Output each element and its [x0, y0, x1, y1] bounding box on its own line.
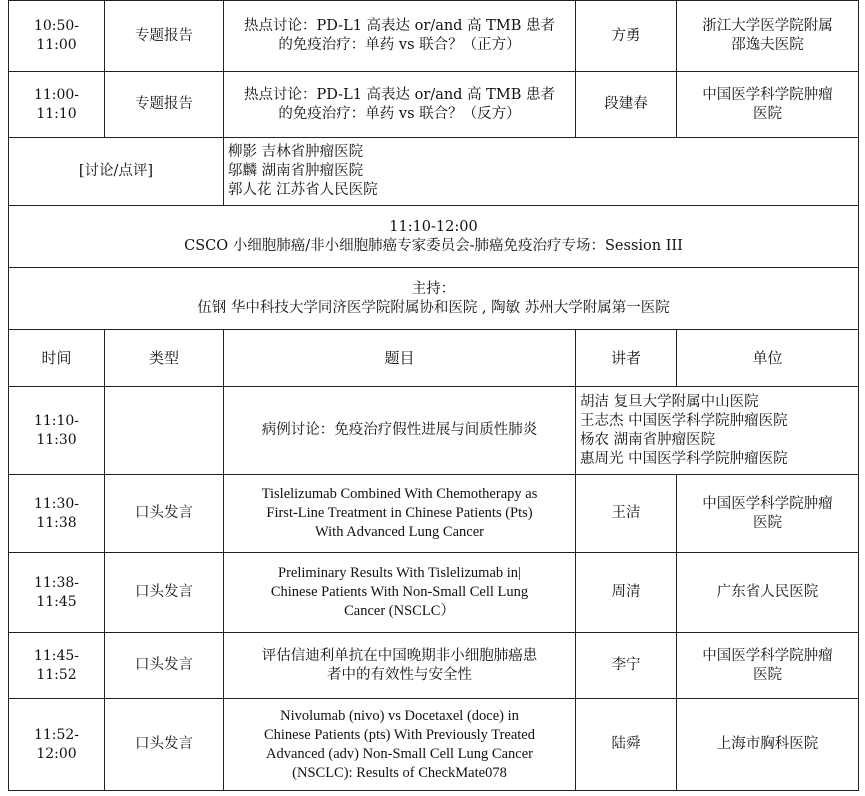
speaker-cell: 陆舜 — [576, 699, 677, 791]
unit-line: 医院 — [753, 105, 782, 122]
discussant: 郭人花 江苏省人民医院 — [228, 182, 378, 198]
column-header-time: 时间 — [9, 330, 105, 387]
column-header-type: 类型 — [105, 330, 224, 387]
type-cell: 口头发言 — [105, 633, 224, 699]
table-row — [9, 699, 859, 791]
discussant: 邬麟 湖南省肿瘤医院 — [228, 163, 364, 179]
session-time: 11:10-12:00 — [389, 218, 478, 235]
unit-line: 广东省人民医院 — [716, 584, 819, 600]
speaker-entry: 杨农 湖南省肿瘤医院 — [580, 431, 716, 448]
column-header-title: 题目 — [224, 330, 576, 387]
speaker-entry: 王志杰 中国医学科学院肿瘤医院 — [580, 412, 788, 429]
title-line: With Advanced Lung Cancer — [315, 524, 484, 540]
time-end: 11:30 — [36, 431, 77, 448]
column-header-row — [9, 330, 859, 387]
table-row — [9, 553, 859, 633]
unit-line: 邵逸夫医院 — [731, 37, 804, 53]
unit-line: 浙江大学医学院附属 — [702, 18, 833, 34]
speaker-cell: 段建春 — [576, 72, 677, 138]
title-line: Advanced (adv) Non-Small Cell Lung Cancer — [266, 745, 533, 762]
time-end: 11:38 — [36, 514, 77, 531]
time-cell — [9, 553, 105, 633]
time-end: 11:52 — [36, 666, 77, 683]
unit-line: 中国医学科学院肿瘤 — [702, 86, 833, 103]
time-start: 11:00- — [33, 86, 80, 103]
speaker-entry: 胡洁 复旦大学附属中山医院 — [580, 393, 759, 410]
type-cell: 口头发言 — [105, 699, 224, 791]
type-cell: 专题报告 — [105, 1, 224, 72]
table-row — [9, 387, 859, 475]
title-line: 者中的有效性与安全性 — [327, 666, 472, 683]
unit-line: 医院 — [753, 666, 782, 683]
title-cell — [224, 553, 576, 633]
time-start: 11:52- — [33, 726, 80, 743]
speaker-cell: 李宁 — [576, 633, 677, 699]
type-cell: 专题报告 — [105, 72, 224, 138]
title-line: Tislelizumab Combined With Chemotherapy as — [261, 486, 538, 502]
speaker-cell: 周清 — [576, 553, 677, 633]
time-start: 11:38- — [33, 574, 80, 591]
time-start: 10:50- — [33, 18, 80, 34]
time-start: 11:10- — [33, 412, 80, 429]
time-cell — [9, 387, 105, 475]
unit-cell — [677, 1, 859, 72]
title-cell — [224, 1, 576, 72]
speaker-entry: 惠周光 中国医学科学院肿瘤医院 — [580, 450, 788, 467]
column-header-unit: 单位 — [677, 330, 859, 387]
time-cell — [9, 633, 105, 699]
hosts-names: 伍钢 华中科技大学同济医学院附属协和医院 , 陶敏 苏州大学附属第一医院 — [197, 299, 670, 316]
hosts-row — [9, 268, 859, 330]
hosts-label: 主持： — [411, 280, 456, 297]
schedule-table — [8, 0, 859, 791]
unit-cell — [677, 475, 859, 553]
table-row — [9, 475, 859, 553]
discussion-label: [讨论/点评] — [9, 138, 224, 206]
type-cell — [105, 387, 224, 475]
unit-line: 上海市胸科医院 — [716, 736, 819, 752]
speaker-cell: 方勇 — [576, 1, 677, 72]
table-row — [9, 72, 859, 138]
discussant: 柳影 吉林省肿瘤医院 — [228, 144, 364, 160]
title-line: 评估信迪利单抗在中国晚期非小细胞肺癌患 — [261, 647, 538, 664]
unit-line: 中国医学科学院肿瘤 — [702, 495, 833, 512]
table-row — [9, 1, 859, 72]
title-line: First-Line Treatment in Chinese Patients (Pts) — [266, 505, 533, 521]
session-cell — [9, 206, 859, 268]
column-header-speaker: 讲者 — [576, 330, 677, 387]
time-start: 11:45- — [33, 647, 80, 664]
title-line: Chinese Patients (pts) With Previously Treated — [263, 726, 535, 743]
title-line: Nivolumab (nivo) vs Docetaxel (doce) in — [280, 707, 519, 724]
time-end: 12:00 — [36, 745, 77, 762]
title-line: Preliminary Results With Tislelizumab in| — [278, 565, 521, 581]
title-line: (NSCLC): Results of CheckMate078 — [292, 764, 507, 781]
hosts-cell — [9, 268, 859, 330]
table-row — [9, 633, 859, 699]
unit-cell — [677, 633, 859, 699]
title-line: 的免疫治疗：单药 vs 联合？（反方） — [278, 105, 521, 122]
unit-line: 中国医学科学院肿瘤 — [702, 647, 833, 664]
discussion-people — [224, 138, 859, 206]
time-end: 11:10 — [36, 105, 77, 122]
unit-cell — [677, 553, 859, 633]
discussion-row — [9, 138, 859, 206]
time-start: 11:30- — [33, 495, 80, 512]
time-cell — [9, 72, 105, 138]
title-cell — [224, 633, 576, 699]
time-cell — [9, 1, 105, 72]
title-cell — [224, 699, 576, 791]
time-cell — [9, 699, 105, 791]
title-line: 病例讨论：免疫治疗假性进展与间质性肺炎 — [261, 422, 538, 438]
time-end: 11:00 — [36, 37, 77, 53]
time-end: 11:45 — [36, 593, 77, 610]
session-row — [9, 206, 859, 268]
session-title: CSCO 小细胞肺癌/非小细胞肺癌专家委员会-肺癌免疫治疗专场：Session III — [184, 237, 683, 254]
unit-cell — [677, 699, 859, 791]
type-cell: 口头发言 — [105, 475, 224, 553]
unit-cell — [677, 72, 859, 138]
title-cell — [224, 387, 576, 475]
unit-line: 医院 — [753, 514, 782, 531]
type-cell: 口头发言 — [105, 553, 224, 633]
time-cell — [9, 475, 105, 553]
title-line: 热点讨论：PD-L1 高表达 or/and 高 TMB 患者 — [244, 18, 555, 34]
title-line: 的免疫治疗：单药 vs 联合？（正方） — [278, 37, 521, 53]
title-cell — [224, 72, 576, 138]
title-line: Cancer (NSCLC） — [344, 603, 455, 619]
title-cell — [224, 475, 576, 553]
speakers-cell — [576, 387, 859, 475]
speaker-cell: 王洁 — [576, 475, 677, 553]
title-line: 热点讨论：PD-L1 高表达 or/and 高 TMB 患者 — [244, 86, 555, 103]
title-line: Chinese Patients With Non-Small Cell Lung — [270, 584, 529, 600]
